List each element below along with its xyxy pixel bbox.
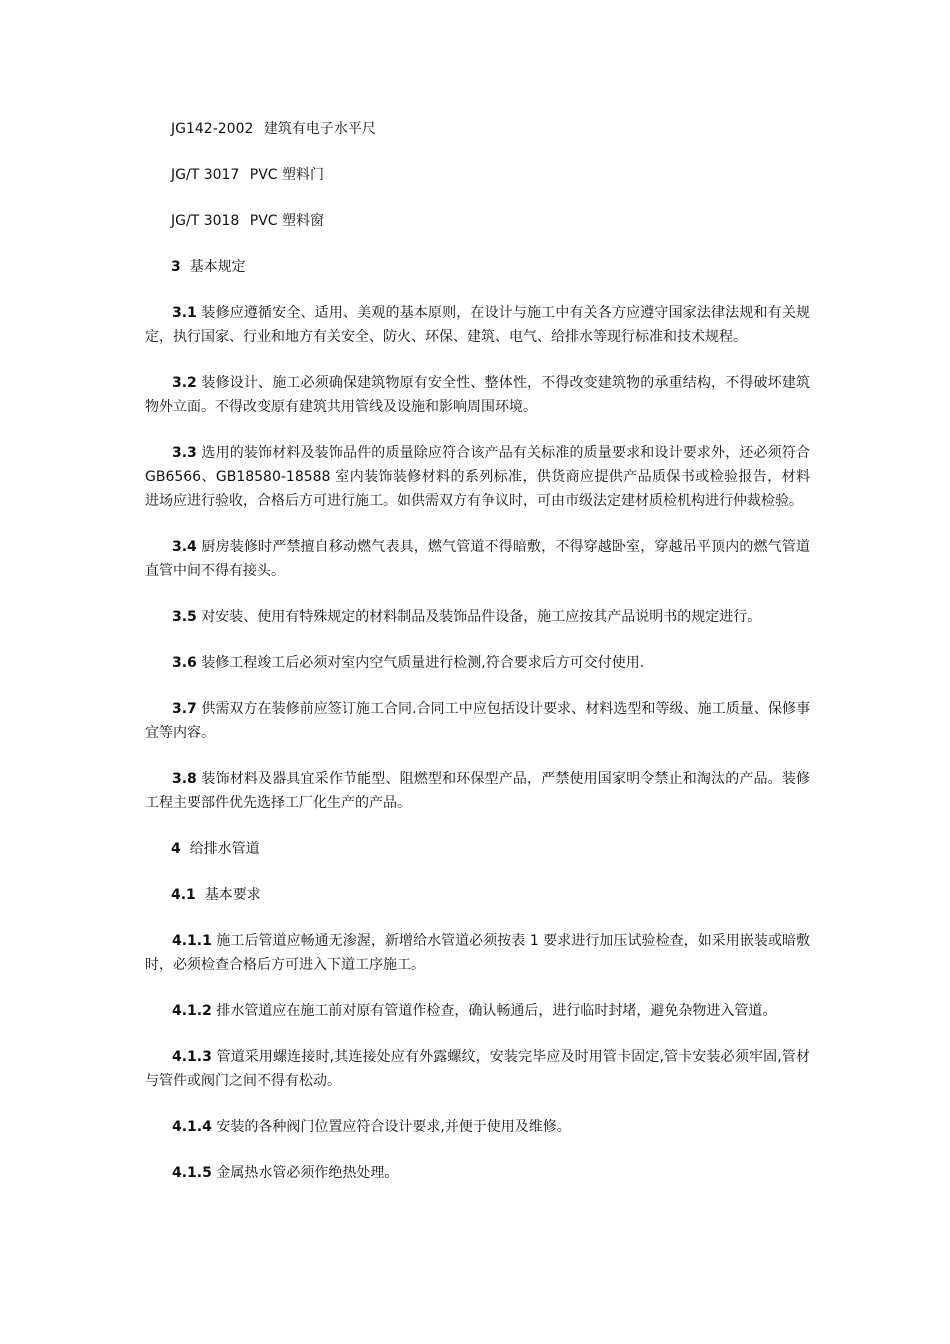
subsection-title: 基本要求	[204, 887, 261, 903]
clause	[145, 1045, 810, 1093]
clause-text: 安装的各种阀门位置应符合设计要求,并便于使用及维修。	[216, 1119, 571, 1135]
clause-number: 4.1.3	[172, 1049, 212, 1065]
section-heading	[145, 255, 810, 279]
clause-number: 3.6	[172, 655, 197, 671]
section-number: 3	[171, 259, 181, 275]
reference-item	[145, 163, 810, 187]
clause-text: 排水管道应在施工前对原有管道作检查，确认畅通后，进行临时封堵，避免杂物进入管道。	[216, 1003, 777, 1019]
reference-title: PVC 塑料窗	[249, 213, 325, 229]
clause-text: 装饰材料及器具宜采作节能型、阻燃型和环保型产品，严禁使用国家明令禁止和淘汰的产品。装修工程主要部件优先选择工厂化生产的产品。	[145, 771, 810, 811]
reference-code: JG/T 3018	[171, 213, 240, 229]
reference-item	[145, 117, 810, 141]
clause-number: 3.4	[172, 539, 197, 555]
clause	[145, 605, 810, 629]
clause-text: 管道采用螺连接时,其连接处应有外露螺纹，安装完毕应及时用管卡固定,管卡安装必须牢固,管材与管件或阀门之间不得有松动。	[145, 1049, 810, 1089]
clause-text: 装修设计、施工必须确保建筑物原有安全性、整体性，不得改变建筑物的承重结构，不得破坏建筑物外立面。不得改变原有建筑共用管线及设施和影响周围环境。	[145, 375, 810, 415]
clause-number: 3.5	[172, 609, 197, 625]
section-number: 4	[171, 841, 181, 857]
clause	[145, 1161, 810, 1185]
clause	[145, 301, 810, 349]
clause-text: 金属热水管必须作绝热处理。	[216, 1165, 399, 1181]
clause-number: 4.1.2	[172, 1003, 212, 1019]
section-title: 基本规定	[189, 259, 246, 275]
document-body	[145, 117, 810, 1207]
reference-title: 建筑有电子水平尺	[263, 121, 376, 137]
clause-text: 供需双方在装修前应签订施工合同.合同工中应包括设计要求、材料选型和等级、施工质量、保修事宜等内容。	[145, 701, 811, 741]
clause-number: 3.8	[172, 771, 197, 787]
reference-code: JG/T 3017	[171, 167, 240, 183]
reference-item	[145, 209, 810, 233]
clause-text: 装修工程竣工后必须对室内空气质量进行检测,符合要求后方可交付使用.	[201, 655, 645, 671]
clause	[145, 441, 810, 513]
clause-number: 3.7	[172, 701, 197, 717]
subsection-heading	[145, 883, 810, 907]
clause-text: 厨房装修时严禁擅自移动燃气表具，燃气管道不得暗敷，不得穿越卧室，穿越吊平顶内的燃气管道直管中间不得有接头。	[145, 539, 810, 579]
clause-text: 施工后管道应畅通无渗渥，新增给水管道必须按表 1 要求进行加压试验检查，如采用嵌装或暗敷时，必须检查合格后方可进入下道工序施工。	[145, 933, 810, 973]
subsection-number: 4.1	[171, 887, 196, 903]
clause-text: 对安装、使用有特殊规定的材料制品及装饰品件设备，施工应按其产品说明书的规定进行。	[201, 609, 762, 625]
clause-number: 4.1.4	[172, 1119, 212, 1135]
clause	[145, 535, 810, 583]
section-heading	[145, 837, 810, 861]
clause-number: 3.3	[172, 445, 197, 461]
clause	[145, 929, 810, 977]
clause-number: 3.1	[172, 305, 197, 321]
section-title: 给排水管道	[189, 841, 260, 857]
clause-number: 4.1.5	[172, 1165, 212, 1181]
clause	[145, 697, 810, 745]
reference-code: JG142-2002	[171, 121, 254, 137]
clause-number: 4.1.1	[172, 933, 212, 949]
clause-number: 3.2	[172, 375, 197, 391]
clause	[145, 767, 810, 815]
clause	[145, 651, 810, 675]
clause	[145, 999, 810, 1023]
clause-text: 选用的装饰材料及装饰品件的质量除应符合该产品有关标准的质量要求和设计要求外，还必须符合 GB6566、GB18580-18588 室内装饰装修材料的系列标准，供货商应提供产品质保书或检验报告，材料进场应进行验收，合格后方可进行施工。如供需双方有争议时，可由市级法定建材质检机构进行仲裁检验。	[145, 445, 810, 509]
reference-title: PVC 塑料门	[249, 167, 325, 183]
clause	[145, 1115, 810, 1139]
clause-text: 装修应遵循安全、适用、美观的基本原则，在设计与施工中有关各方应遵守国家法律法规和有关规定，执行国家、行业和地方有关安全、防火、环保、建筑、电气、给排水等现行标准和技术规程。	[145, 305, 810, 345]
clause	[145, 371, 810, 419]
